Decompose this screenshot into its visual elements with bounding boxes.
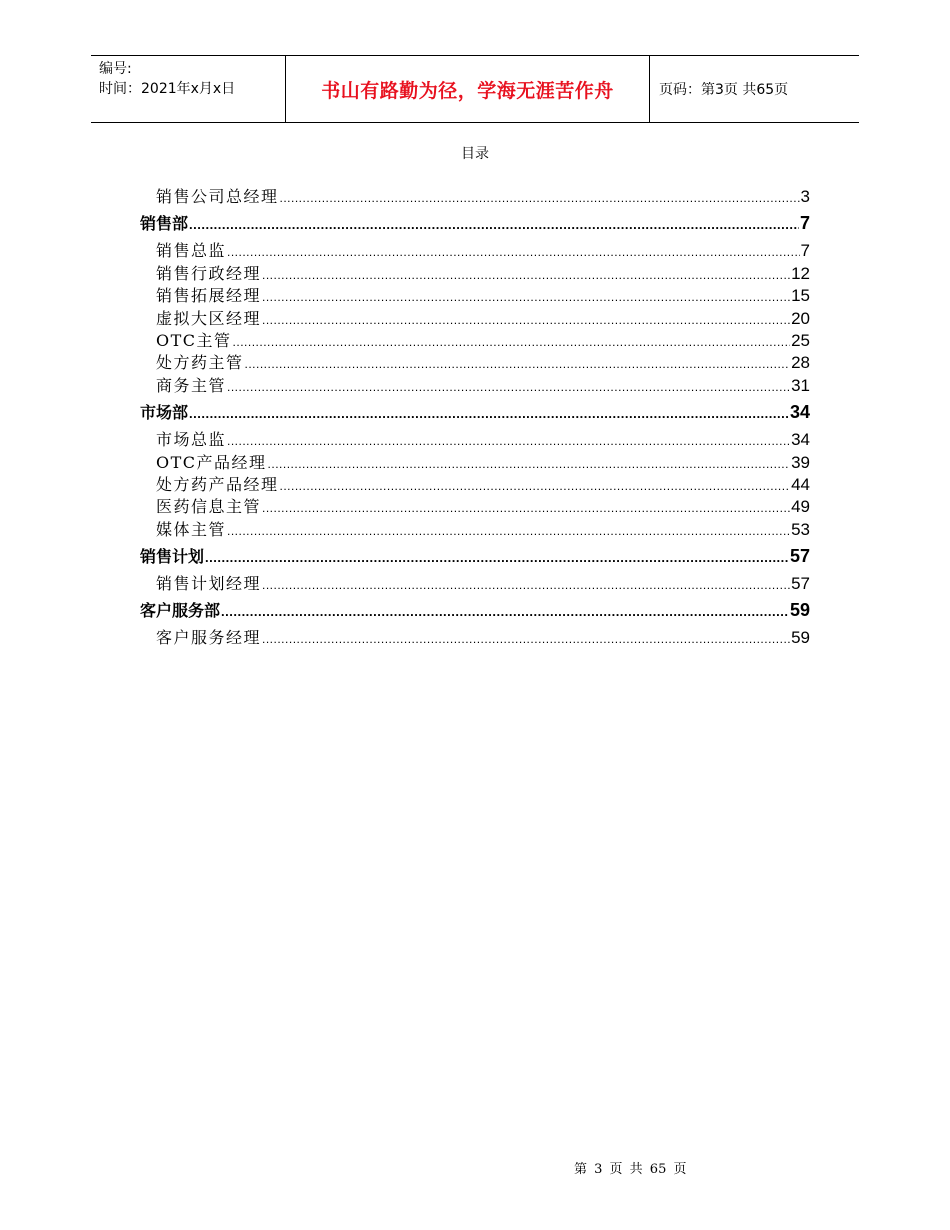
page-footer: 第 3 页 共 65 页	[574, 1162, 687, 1177]
dot-leader	[189, 214, 799, 233]
dot-leader	[262, 497, 790, 516]
toc-entry[interactable]	[140, 306, 810, 328]
dot-leader	[227, 520, 790, 539]
toc-entry-label: OTC主管	[156, 330, 232, 350]
toc-entry-page-number: 12	[791, 263, 810, 283]
toc-entry-page-number: 25	[791, 330, 810, 350]
toc-entry-label: 医药信息主管	[156, 497, 262, 517]
toc-entry-page-number: 31	[791, 375, 810, 395]
toc-title: 目录	[461, 146, 489, 162]
dot-leader	[245, 353, 791, 372]
toc-section-entry[interactable]	[140, 598, 810, 620]
toc-entry[interactable]	[140, 494, 810, 516]
dot-leader	[280, 187, 800, 206]
toc-entry-label: 销售行政经理	[156, 263, 262, 283]
toc-entry[interactable]	[140, 472, 810, 494]
toc-entry-label: 虚拟大区经理	[156, 308, 262, 328]
toc-entry[interactable]	[140, 427, 810, 449]
toc-entry-label: 销售公司总经理	[156, 187, 279, 206]
toc-entry-page-number: 59	[789, 600, 810, 621]
toc-entry-label: 销售总监	[156, 241, 227, 261]
number-label: 编号:	[99, 61, 132, 77]
toc-entry-page-number: 3	[800, 187, 810, 206]
dot-leader	[227, 376, 790, 395]
toc-entry-label: OTC产品经理	[156, 452, 267, 472]
toc-entry[interactable]	[140, 283, 810, 305]
dot-leader	[262, 628, 790, 647]
toc-entry[interactable]	[140, 238, 810, 260]
header-motto: 书山有路勤为径，学海无涯苦作舟	[286, 56, 650, 122]
toc-entry[interactable]	[140, 517, 810, 539]
toc-entry-page-number: 39	[791, 452, 810, 472]
toc-entry[interactable]	[140, 450, 810, 472]
toc-entry-label: 销售部	[140, 214, 189, 234]
toc-entry-label: 客户服务部	[140, 601, 221, 621]
dot-leader	[262, 309, 790, 328]
dot-leader	[205, 547, 789, 566]
page-header	[91, 55, 859, 123]
toc-entry-page-number: 49	[791, 497, 810, 517]
toc-entry-page-number: 15	[791, 286, 810, 306]
dot-leader	[262, 264, 790, 283]
header-meta	[91, 56, 286, 122]
toc-entry[interactable]	[140, 373, 810, 395]
toc-entry-page-number: 59	[791, 628, 810, 648]
toc-entry-label: 市场总监	[156, 430, 227, 450]
toc-entry-label: 处方药产品经理	[156, 474, 279, 494]
toc-entry-page-number: 34	[789, 402, 810, 423]
toc-entry-page-number: 34	[791, 430, 810, 450]
toc-entry-label: 媒体主管	[156, 519, 227, 539]
dot-leader	[280, 475, 791, 494]
toc-entry-page-number: 57	[791, 574, 810, 594]
toc-entry-page-number: 57	[789, 546, 810, 567]
toc-entry-label: 销售拓展经理	[156, 286, 262, 306]
toc-section-entry[interactable]	[140, 544, 810, 566]
dot-leader	[262, 574, 790, 593]
toc-entry[interactable]	[140, 571, 810, 593]
dot-leader	[221, 601, 789, 620]
toc-entry-label: 客户服务经理	[156, 628, 262, 648]
toc-entry-label: 市场部	[140, 403, 189, 423]
toc-entry[interactable]	[140, 350, 810, 372]
toc-entry-label: 销售计划	[140, 547, 205, 567]
header-page-info: 页码：第3页 共65页	[659, 82, 789, 98]
dot-leader	[227, 430, 790, 449]
toc-entry-label: 商务主管	[156, 375, 227, 395]
dot-leader	[268, 453, 791, 472]
dot-leader	[262, 286, 790, 305]
toc-entry-label: 处方药主管	[156, 353, 244, 373]
toc-entry-page-number: 7	[800, 241, 810, 261]
toc-section-entry[interactable]	[140, 211, 810, 233]
dot-leader	[189, 403, 789, 422]
toc-entry-label: 销售计划经理	[156, 574, 262, 594]
toc-entry-page-number: 44	[791, 474, 810, 494]
toc-entry-page-number: 20	[791, 308, 810, 328]
toc-entry[interactable]	[140, 328, 810, 350]
toc-entry-page-number: 53	[791, 519, 810, 539]
toc-entry-page-number: 7	[799, 213, 810, 234]
dot-leader	[227, 241, 800, 260]
table-of-contents	[140, 184, 810, 648]
toc-entry[interactable]	[140, 261, 810, 283]
toc-entry[interactable]	[140, 625, 810, 647]
time-label: 时间：2021年x月x日	[99, 81, 236, 97]
toc-section-entry[interactable]	[140, 400, 810, 422]
toc-entry-page-number: 28	[791, 353, 810, 373]
dot-leader	[233, 331, 791, 350]
toc-entry[interactable]	[140, 184, 810, 206]
